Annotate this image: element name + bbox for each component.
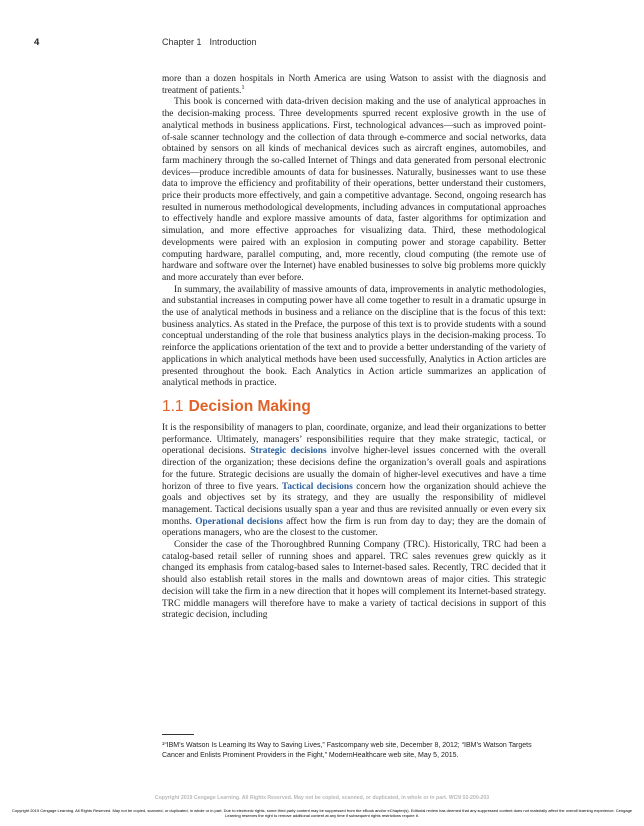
key-term-operational: Operational decisions bbox=[195, 516, 283, 527]
paragraph-4-text-b: involve higher-level issues concerned with the overall direction of the organization; these decisions define the organization’s overall goals and aspirations for the future. Strategic decisions are usually the domain of higher-level executives and have a time horizon of three to five years. bbox=[162, 446, 546, 492]
footnote: ¹“IBM’s Watson Is Learning Its Way to Saving Lives,” Fastcompany web site, December 8, 2012; “IBM’s Watson Targets Cancer and Enlists Prominent Providers in the Fight,” ModernHealthcare web site, May 5, 2015. bbox=[162, 742, 532, 759]
copyright-notice: Copyright 2019 Cengage Learning. All Rights Reserved. May not be copied, scanned, or duplicated, in whole or in part. Due to electronic rights, some third party content may be suppressed from the eBook and/or eChapter(s). Editorial review has deemed that any suppressed content does not materially affect the overall learning experience. Cengage Learning reserves the right to remove additional content at any time if subsequent rights restrictions require it. bbox=[11, 808, 633, 818]
main-text bbox=[162, 74, 546, 622]
paragraph-1 bbox=[162, 74, 546, 97]
paragraph-4-text-a: It is the responsibility of managers to plan, coordinate, organize, and lead their organizations to better performance. Ultimately, managers’ responsibilities require that they make strategic, tactical, or operational decisions. bbox=[162, 422, 546, 457]
chapter-title: Introduction bbox=[209, 37, 257, 47]
section-number: 1.1 bbox=[162, 397, 184, 415]
paragraph-3: In summary, the availability of massive amounts of data, improvements in analytic methodologies, and substantial increases in computing power have all come together to result in a dramatic upsurge in the use of analytical methods in business and a reliance on the discipline that is the focus of this text: business analytics. As stated in the Preface, the purpose of this text is to provide students with a sound conceptual understanding of the role that business analytics plays in the decision-making process. To reinforce the applications orientation of the text and to provide a better understanding of the variety of applications in which analytical methods have been used successfully, Analytics in Action articles are presented throughout the book. Each Analytics in Action article summarizes an application of analytical methods in practice. bbox=[162, 284, 546, 389]
page-number: 4 bbox=[34, 37, 40, 48]
key-term-strategic: Strategic decisions bbox=[250, 446, 327, 457]
section-heading bbox=[162, 398, 546, 416]
chapter-label: Chapter 1 bbox=[162, 37, 202, 47]
paragraph-2: This book is concerned with data-driven decision making and the use of analytical approaches in the decision-making process. Three developments spurred recent explosive growth in the use of analytical methods in business applications. First, technological advances—such as improved point-of-sale scanner technology and the collection of data through e-commerce and social networks, data obtained by sensors on all kinds of mechanical devices such as aircraft engines, automobiles, and farm machinery through the so-called Internet of Things and data generated from personal electronic devices—produce incredible amounts of data for businesses. Naturally, businesses want to use these data to improve the efficiency and profitability of their operations, better understand their customers, price their products more effectively, and gain a competitive advantage. Second, ongoing research has resulted in numerous methodological developments, including advances in computational approaches to effectively handle and explore massive amounts of data, faster algorithms for optimization and simulation, and more effective approaches for visualizing data. Third, these methodological developments were paired with an explosion in computing power and storage capability. Better computing hardware, parallel computing, and, more recently, cloud computing (the remote use of hardware and software over the Internet) have enabled businesses to solve big problems more quickly and more accurately than ever before. bbox=[162, 97, 546, 283]
paragraph-4-text-c: concern how the organization should achieve the goals and objectives set by its strategy, and they are usually the responsibility of midlevel management. Tactical decisions usually span a year and thus are revisited annually or even every six months. bbox=[162, 481, 546, 527]
paragraph-1-text: more than a dozen hospitals in North America are using Watson to assist with the diagnosis and treatment of patients. bbox=[162, 74, 546, 96]
running-head bbox=[162, 37, 257, 47]
paragraph-4-text-d: affect how the firm is run from day to day; they are the domain of operations managers, who are the closest to the customer. bbox=[162, 516, 547, 539]
paragraph-4 bbox=[162, 423, 546, 540]
key-term-tactical: Tactical decisions bbox=[281, 481, 353, 492]
footnote-divider bbox=[162, 734, 194, 735]
running-header bbox=[0, 37, 644, 51]
footnote-mark: 1 bbox=[241, 83, 245, 91]
copyright-watermark: Copyright 2019 Cengage Learning. All Rights Reserved. May not be copied, scanned, or duplicated, in whole or in part. WCN 02-200-203 bbox=[154, 795, 490, 801]
section-title: Decision Making bbox=[188, 397, 311, 415]
paragraph-5: Consider the case of the Thoroughbred Running Company (TRC). Historically, TRC had been a catalog-based retail seller of running shoes and apparel. TRC sales revenues grew quickly as it changed its emphasis from catalog-based sales to Internet-based sales. Recently, TRC decided that it should also establish retail stores in the malls and downtown areas of major cities. This strategic decision will take the firm in a new direction that it hopes will complement its Internet-based strategy. TRC middle managers will therefore have to make a variety of tactical decisions in support of this strategic decision, including bbox=[162, 540, 546, 621]
